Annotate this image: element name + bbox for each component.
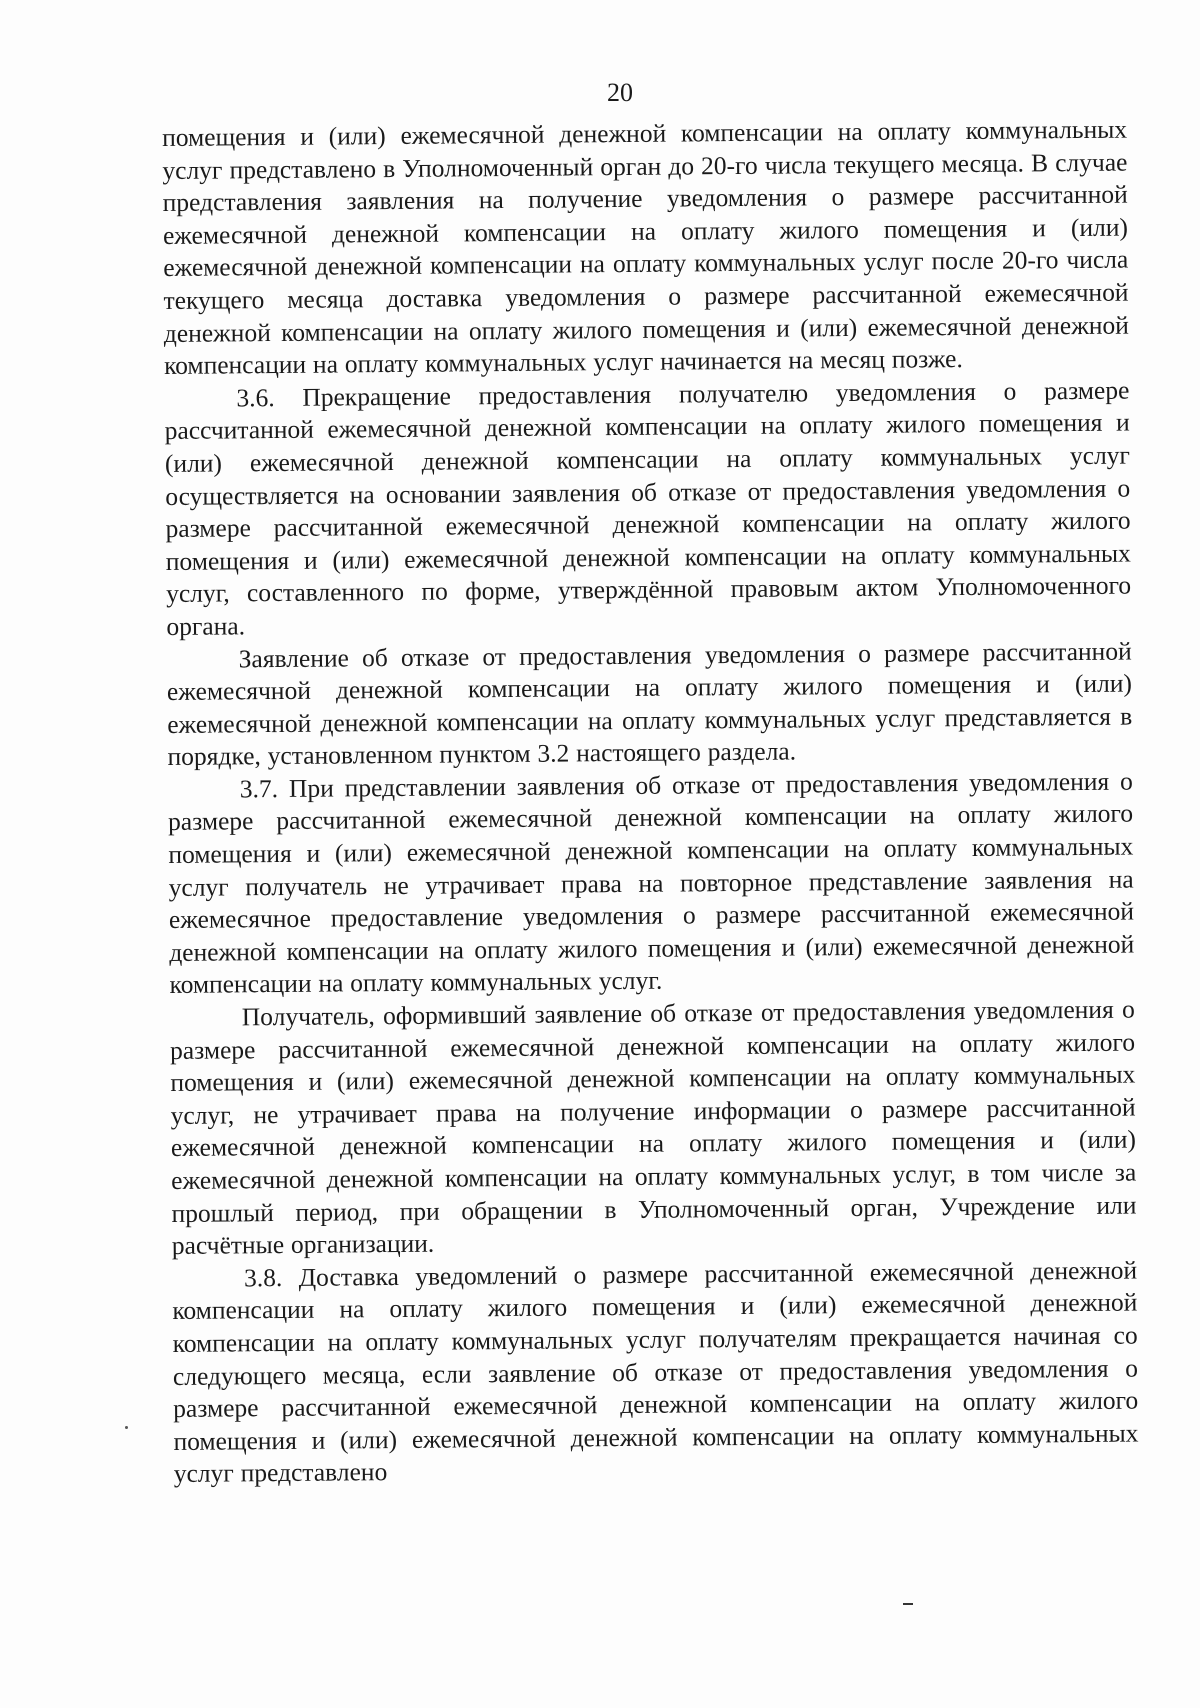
paragraph-3-8: 3.8. Доставка уведомлений о размере рассчитанной ежемесячной денежной компенсации на оплату жилого помещения и (или) ежемесячной денежной компенсации на оплату коммунальных услуг получателям прекращается начиная со следующего месяца, если заявление об отказе от предоставления уведомления о размере рассчитанной ежемесячной денежной компенсации на оплату жилого помещения и (или) ежемесячной денежной компенсации на оплату коммунальных услуг представлено <box>172 1255 1139 1489</box>
paragraph-continuation: помещения и (или) ежемесячной денежной компенсации на оплату коммунальных услуг представлено в Уполномоченный орган до 20-го числа текущего месяца. В случае представления заявления на получение уведомления о размере рассчитанной ежемесячной денежной компенсации на оплату жилого помещения и (или) ежемесячной денежной компенсации на оплату коммунальных услуг после 20-го числа текущего месяца доставка уведомления о размере рассчитанной ежемесячной денежной компенсации на оплату жилого помещения и (или) ежемесячной денежной компенсации на оплату коммунальных услуг начинается на месяц позже. <box>162 114 1129 381</box>
page-number: 20 <box>607 78 633 107</box>
scan-speck <box>125 1426 128 1429</box>
scan-dash-mark <box>903 1603 913 1605</box>
document-body <box>162 114 1139 1491</box>
paragraph-refusal-application: Заявление об отказе от предоставления уведомления о размере рассчитанной ежемесячной денежной компенсации на оплату жилого помещения и (или) ежемесячной денежной компенсации на оплату коммунальных услуг представляется в порядке, установленном пунктом 3.2 настоящего раздела. <box>166 636 1133 772</box>
paragraph-3-7: 3.7. При представлении заявления об отказе от предоставления уведомления о размере рассчитанной ежемесячной денежной компенсации на оплату жилого помещения и (или) ежемесячной денежной компенсации на оплату коммунальных услуг получатель не утрачивает права на повторное представление заявления на ежемесячное предоставление уведомления о размере рассчитанной ежемесячной денежной компенсации на оплату жилого помещения и (или) ежемесячной денежной компенсации на оплату коммунальных услуг. <box>167 766 1135 1000</box>
paragraph-3-6: 3.6. Прекращение предоставления получателю уведомления о размере рассчитанной ежемесячной денежной компенсации на оплату жилого помещения и (или) ежемесячной денежной компенсации на оплату коммунальных услуг осуществляется на основании заявления об отказе от предоставления уведомления о размере рассчитанной ежемесячной денежной компенсации на оплату жилого помещения и (или) ежемесячной денежной компенсации на оплату коммунальных услуг, составленного по форме, утверждённой правовым актом Уполномоченного органа. <box>164 375 1132 641</box>
paragraph-recipient-rights: Получатель, оформивший заявление об отказе от предоставления уведомления о размере рассчитанной ежемесячной денежной компенсации на оплату жилого помещения и (или) ежемесячной денежной компенсации на оплату коммунальных услуг, не утрачивает права на получение информации о размере рассчитанной ежемесячной денежной компенсации на оплату жилого помещения и (или) ежемесячной денежной компенсации на оплату коммунальных услуг, в том числе за прошлый период, при обращении в Уполномоченный орган, Учреждение или расчётные организации. <box>169 994 1137 1261</box>
